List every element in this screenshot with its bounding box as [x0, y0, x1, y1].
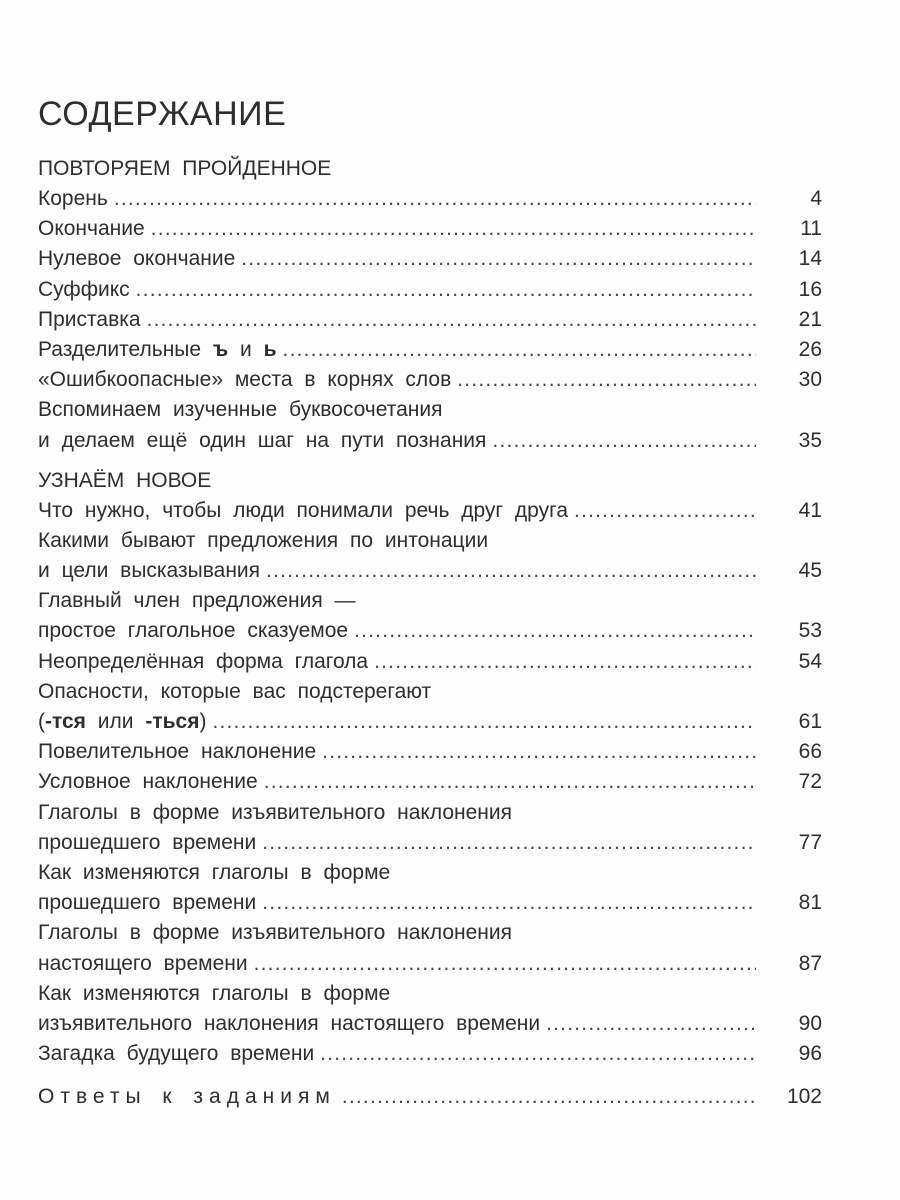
toc-entry-line[interactable]: [38, 888, 822, 918]
dot-leader: [342, 1082, 756, 1112]
toc-entry-line[interactable]: [38, 1039, 822, 1069]
toc-entry-line[interactable]: [38, 184, 822, 214]
page-number: 45: [798, 559, 822, 583]
page-number: 66: [798, 740, 822, 764]
entry-title-part: настоящего времени: [38, 951, 248, 975]
entry-title: [38, 395, 443, 425]
page-number: 16: [798, 277, 822, 301]
entry-title-part: и: [228, 337, 264, 361]
entry-title-part: Приставка: [38, 307, 141, 331]
entry-title-part: Условное наклонение: [38, 770, 258, 794]
page-number: 77: [798, 830, 822, 854]
entry-title: [38, 707, 206, 737]
page-number: 4: [810, 187, 822, 210]
entry-title-part: Как изменяются глаголы в форме: [38, 860, 391, 884]
entry-title: [38, 365, 451, 395]
toc-entry-line[interactable]: [38, 365, 822, 395]
dot-leader: [322, 737, 756, 767]
page-number: 87: [798, 951, 822, 975]
toc-entry-line[interactable]: [38, 1009, 822, 1039]
entry-title: [38, 888, 256, 918]
entry-title-part: или: [85, 710, 146, 733]
entry-title-part: и делаем ещё один шаг на пути познания: [38, 428, 487, 452]
entry-title-part: -ться: [145, 710, 200, 733]
entry-title: [38, 305, 141, 335]
toc-entry-line[interactable]: [38, 979, 822, 1009]
toc-entry-line[interactable]: [38, 305, 822, 335]
entry-title: [38, 275, 130, 305]
page-number: 81: [798, 891, 822, 915]
toc-entry-line[interactable]: [38, 677, 822, 707]
toc-entry-line[interactable]: [38, 395, 822, 425]
page-number: 41: [798, 498, 822, 522]
entry-title-part: ь: [263, 337, 277, 361]
entry-title-part: Окончание: [38, 217, 145, 241]
dot-leader: [320, 1039, 756, 1069]
toc-entry-line[interactable]: [38, 918, 822, 948]
page-number: 11: [800, 217, 822, 241]
entry-title-part: Глаголы в форме изъявительного наклонения: [38, 921, 512, 945]
entry-title: [38, 858, 390, 888]
toc-entry-line[interactable]: [38, 214, 822, 244]
entry-title: [38, 214, 145, 244]
entry-title-part: и цели высказывания: [38, 559, 261, 583]
entry-title-part: Как изменяются глаголы в форме: [38, 981, 391, 1005]
entry-title: [38, 828, 256, 858]
dot-leader: [374, 647, 756, 677]
entry-title: [38, 426, 486, 456]
entry-title-part: прошедшего времени: [38, 830, 257, 854]
entry-title-part: Загадка будущего времени: [38, 1042, 315, 1066]
entry-title-part: Суффикс: [38, 277, 130, 301]
toc-entry-line[interactable]: [38, 647, 822, 677]
toc-entry-line[interactable]: [38, 526, 822, 556]
entry-title-part: Разделительные: [38, 337, 213, 361]
toc-entry-line[interactable]: [38, 798, 822, 828]
entry-title-part: Глаголы в форме изъявительного наклонения: [38, 800, 512, 824]
toc-entry-line[interactable]: [38, 244, 822, 274]
dot-leader: [266, 556, 756, 586]
entry-title-part: Главный член предложения —: [38, 589, 356, 613]
dot-leader: [212, 707, 756, 737]
entry-title-part: Вспоминаем изученные буквосочетания: [38, 398, 443, 422]
dot-leader: [262, 888, 756, 918]
toc-entry-line[interactable]: [38, 496, 822, 526]
dot-leader: [457, 365, 756, 395]
dot-leader: [546, 1009, 756, 1039]
toc-entry-line[interactable]: [38, 335, 822, 365]
entry-title-part: ъ: [212, 337, 229, 361]
entry-title: [38, 798, 512, 828]
dot-leader: [147, 305, 756, 335]
dot-leader: [264, 767, 756, 797]
entry-title-part: ): [199, 710, 207, 733]
dot-leader: [151, 214, 756, 244]
dot-leader: [492, 426, 756, 456]
dot-leader: [354, 616, 756, 646]
toc-entry-line[interactable]: [38, 828, 822, 858]
entry-title: [38, 616, 348, 646]
entry-title-part: Нулевое окончание: [38, 247, 236, 271]
entry-title-part: Корень: [38, 187, 108, 210]
entry-title-part: «Ошибкоопасные» места в корнях слов: [38, 368, 452, 392]
page-number: 72: [798, 770, 822, 794]
toc-entry-line[interactable]: [38, 275, 822, 305]
page-number: 30: [798, 368, 822, 392]
entry-title-part: простое глагольное сказуемое: [38, 619, 349, 643]
entry-title: [38, 335, 277, 365]
section-heading: УЗНАЁМ НОВОЕ: [38, 468, 212, 492]
table-of-contents: [38, 154, 822, 1112]
entry-title: [38, 647, 368, 677]
toc-entry-line[interactable]: [38, 586, 822, 616]
page-number: 96: [798, 1042, 822, 1066]
page-number: 21: [798, 307, 822, 331]
entry-title-part: изъявительного наклонения настоящего времени: [38, 1011, 541, 1035]
toc-entry-line[interactable]: [38, 707, 822, 737]
entry-title-part: Опасности, которые вас подстерегают: [38, 679, 432, 703]
entry-title: [38, 244, 235, 274]
entry-title: [38, 1009, 540, 1039]
toc-entry-line[interactable]: [38, 949, 822, 979]
dot-leader: [262, 828, 756, 858]
dot-leader: [283, 335, 756, 365]
dot-leader: [114, 184, 756, 214]
page-number: 90: [798, 1011, 822, 1035]
section-heading: ПОВТОРЯЕМ ПРОЙДЕННОЕ: [38, 157, 332, 180]
entry-title-part: прошедшего времени: [38, 891, 257, 915]
entry-title: [38, 1039, 314, 1069]
entry-title: [38, 949, 248, 979]
entry-title: [38, 677, 431, 707]
toc-entry-line[interactable]: [38, 858, 822, 888]
entry-title: Ответы к заданиям: [38, 1085, 336, 1109]
entry-title: [38, 184, 108, 214]
entry-title-part: Неопределённая форма глагола: [38, 649, 369, 673]
entry-title: [38, 979, 390, 1009]
page-number: 102: [786, 1085, 822, 1109]
entry-title: [38, 918, 512, 948]
toc-entry-line[interactable]: [38, 616, 822, 646]
page-number: 61: [798, 710, 822, 733]
page-title: СОДЕРЖАНИЕ: [38, 95, 287, 133]
page-number: 14: [798, 247, 822, 271]
entry-title: [38, 737, 316, 767]
entry-title: [38, 496, 568, 526]
entry-title-part: Что нужно, чтобы люди понимали речь друг друга: [38, 498, 568, 522]
entry-title-part: -тся: [45, 710, 86, 733]
page-number: 35: [798, 428, 822, 452]
dot-leader: [241, 244, 756, 274]
entry-title: [38, 556, 260, 586]
entry-title: [38, 767, 258, 797]
dot-leader: [254, 949, 756, 979]
page-number: 53: [798, 619, 822, 643]
page-number: 54: [798, 649, 822, 673]
entry-title-part: Повелительное наклонение: [38, 740, 317, 764]
toc-entry-line[interactable]: [38, 556, 822, 586]
dot-leader: [574, 496, 756, 526]
toc-entry-answers[interactable]: [38, 1082, 822, 1112]
dot-leader: [136, 275, 756, 305]
entry-title: [38, 526, 488, 556]
toc-entry-line[interactable]: [38, 426, 822, 456]
toc-entry-line[interactable]: [38, 767, 822, 797]
entry-title: [38, 586, 356, 616]
toc-entry-line[interactable]: [38, 737, 822, 767]
page-number: 26: [798, 337, 822, 361]
entry-title-part: (: [38, 710, 45, 733]
entry-title-part: Какими бывают предложения по интонации: [38, 528, 489, 552]
